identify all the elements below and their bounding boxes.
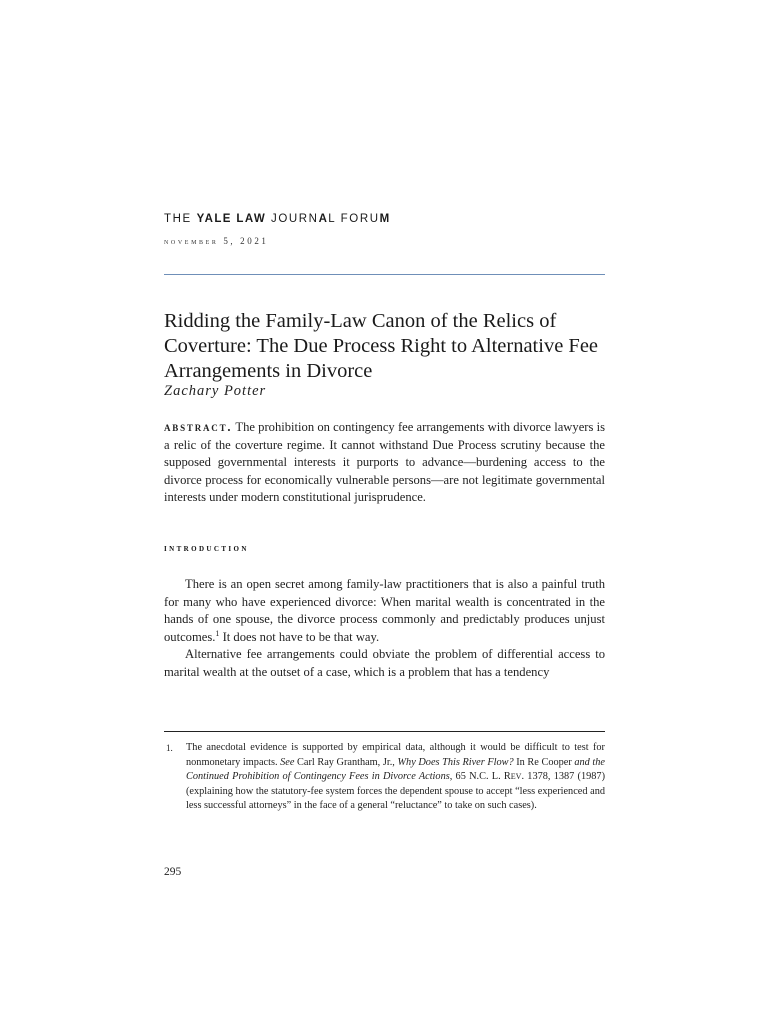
journal-name-prefix: THE	[164, 213, 197, 225]
journal-name-bold-m: M	[379, 213, 391, 225]
footnote-text	[186, 741, 605, 814]
footnote-text-2: Carl Ray Grantham, Jr.,	[294, 756, 398, 768]
article-title: Ridding the Family-Law Canon of the Relics of Coverture: The Due Process Right to Alternative Fee Arrangements in Divorce	[164, 310, 599, 382]
paragraph-1	[164, 576, 605, 646]
journal-name-mid: JOURN	[266, 213, 319, 225]
body-text	[164, 576, 605, 681]
footnote-cited-title-2: and the Continued Prohibition of Contingency Fees in Divorce Actions	[186, 756, 605, 783]
footnote-number: 1.	[166, 743, 173, 753]
journal-name	[164, 213, 391, 225]
journal-name-mid2: L FORU	[328, 213, 380, 225]
footnote-text-3: In Re Cooper	[513, 756, 575, 768]
footnote-text-1: The anecdotal evidence is supported by empirical data, although it would be difficult to test for nonmonetary impacts.	[186, 742, 605, 768]
abstract	[164, 419, 605, 507]
journal-name-bold-a: A	[318, 213, 329, 225]
journal-name-bold: YALE LAW	[196, 213, 267, 225]
page-number: 295	[164, 866, 182, 878]
section-heading-introduction: introduction	[164, 543, 249, 554]
footnote-ref-1[interactable]: 1	[215, 628, 220, 638]
footnote-text-4: , 65 N.C. L. R	[449, 771, 511, 783]
paragraph-1-end: It does not have to be that way.	[219, 629, 380, 644]
article-author: Zachary Potter	[164, 383, 267, 399]
journal-date: november 5, 2021	[164, 236, 269, 246]
footnote-cited-title: Why Does This River Flow?	[397, 756, 514, 768]
paragraph-1-text: There is an open secret among family-law practitioners that is also a painful truth for many who have experienced divorce: When marital wealth is concentrated in the hands of one spouse, the divorce process commonly and predictably produces unjust outcomes.	[164, 577, 605, 644]
footnote-divider	[164, 731, 605, 732]
header-divider	[164, 274, 605, 275]
paragraph-2: Alternative fee arrangements could obviate the problem of differential access to marital wealth at the outset of a case, which is a problem that has a tendency	[164, 647, 605, 679]
footnote-text-5: . 1378, 1387 (1987) (explaining how the statutory-fee system forces the dependent spouse to accept “less experienced and less successful attorneys” in the face of a general “reluctance” to take on such cases).	[186, 771, 606, 812]
footnote-see-signal: See	[280, 756, 295, 768]
footnote-rev-smallcaps: EV	[510, 772, 522, 782]
abstract-text: The prohibition on contingency fee arrangements with divorce lawyers is a relic of the coverture regime. It cannot withstand Due Process scrutiny because the supposed governmental interests it purports to advance—burdening access to the divorce process for economically vulnerable persons—are not legitimate governmental interests under modern constitutional jurisprudence.	[164, 420, 605, 504]
footnote-1	[164, 741, 605, 814]
abstract-label: abstract.	[164, 420, 233, 434]
